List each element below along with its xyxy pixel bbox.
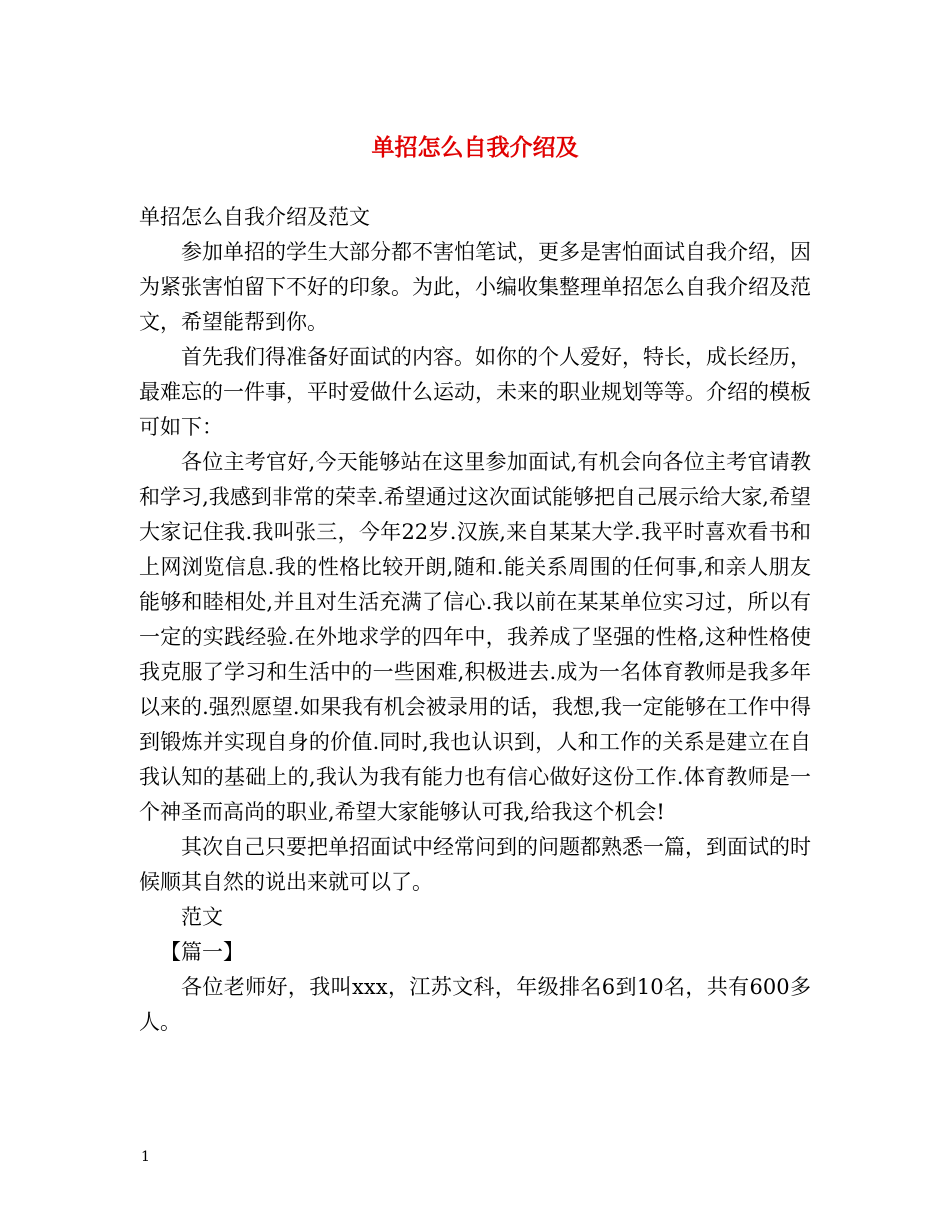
paragraph-subtitle: 单招怎么自我介绍及范文 [139, 205, 370, 229]
paragraph-sample-one: 各位老师好，我叫xxx，江苏文科，年级排名6到10名，共有600多人。 [139, 975, 811, 1034]
paragraph-template: 各位主考官好,今天能够站在这里参加面试,有机会向各位主考官请教和学习,我感到非常的荣幸.希望通过这次面试能够把自己展示给大家,希望大家记住我.我叫张三，今年22岁.汉族,来自某某大学.我平时喜欢看书和上网浏览信息.我的性格比较开朗,随和.能关系周围的任何事,和亲人朋友能够和睦相处,并且对生活充满了信心.我以前在某某单位实习过，所以有一定的实践经验.在外地求学的四年中，我养成了坚强的性格,这种性格使我克服了学习和生活中的一些困难,积极进去.成为一名体育教师是我多年以来的.强烈愿望.如果我有机会被录用的话，我想,我一定能够在工作中得到锻炼并实现自身的价值.同时,我也认识到，人和工作的关系是建立在自我认知的基础上的,我认为我有能力也有信心做好这份工作.体育教师是一个神圣而高尚的职业,希望大家能够认可我,给我这个机会! [139, 450, 811, 824]
document-title: 单招怎么自我介绍及 [371, 134, 579, 161]
paragraph-sample-heading: 范文 [181, 905, 223, 929]
paragraph-intro: 参加单招的学生大部分都不害怕笔试，更多是害怕面试自我介绍，因为紧张害怕留下不好的印象。为此，小编收集整理单招怎么自我介绍及范文，希望能帮到你。 [139, 240, 811, 334]
paragraph-preparation: 首先我们得准备好面试的内容。如你的个人爱好，特长，成长经历，最难忘的一件事，平时爱做什么运动，未来的职业规划等等。介绍的模板可如下： [139, 345, 811, 439]
paragraph-section-one: 【篇一】 [160, 940, 244, 964]
paragraph-advice: 其次自己只要把单招面试中经常问到的问题都熟悉一篇，到面试的时候顺其自然的说出来就可以了。 [139, 835, 811, 894]
page-number: 1 [141, 1149, 150, 1165]
document-body [139, 200, 811, 1040]
